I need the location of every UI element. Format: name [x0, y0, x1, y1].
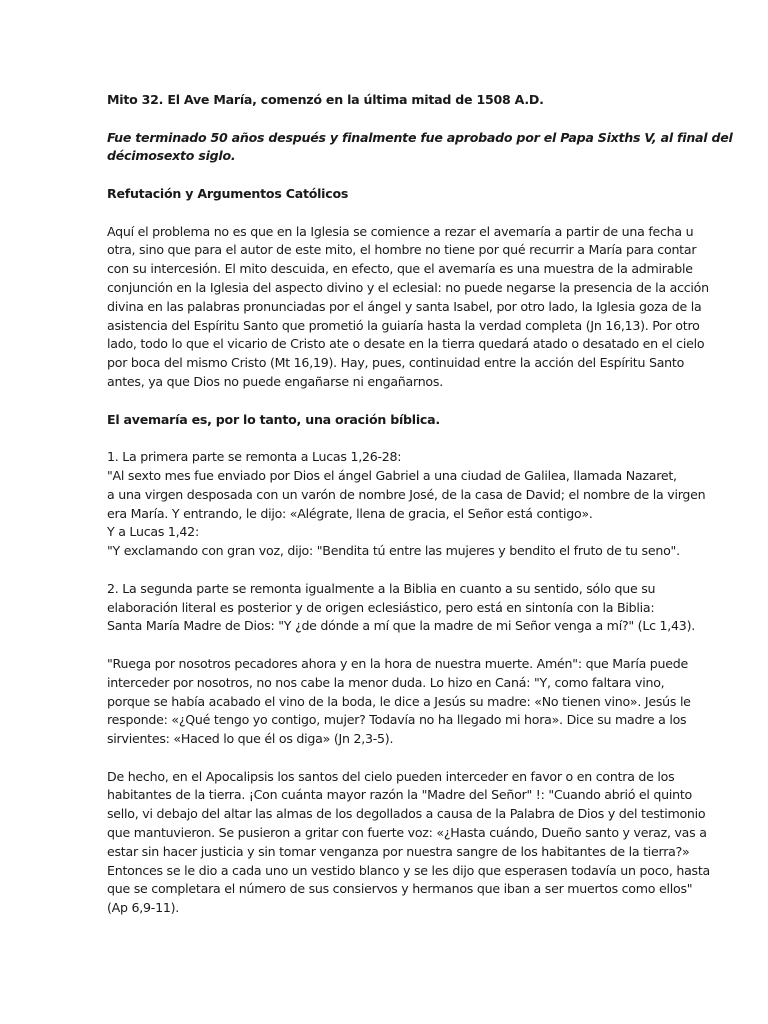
paragraph-line: sirvientes: «Haced lo que él os diga» (Jn 2,3-5).: [107, 731, 394, 747]
paragraph-line: 2. La segunda parte se remonta igualmente a la Biblia en cuanto a su sentido, sólo que su: [107, 580, 656, 596]
spacer: [107, 110, 668, 129]
paragraph-line: Entonces se le dio a cada uno un vestido blanco y se les dijo que esperasen todavía un poco, hasta: [107, 862, 710, 878]
paragraph-apocalypse: [107, 768, 710, 918]
paragraph-line: habitantes de la tierra. ¡Con cuánta mayor razón la "Madre del Señor" !: "Cuando abrió el quinto: [107, 787, 693, 803]
paragraph-line: elaboración literal es posterior y de origen eclesiástico, pero está en sintonía con la Biblia:: [107, 599, 655, 615]
spacer: [107, 392, 668, 411]
paragraph-line: Aquí el problema no es que en la Iglesia se comience a rezar el avemaría a partir de una fecha u: [107, 223, 694, 239]
paragraph-line: Santa María Madre de Dios: "Y ¿de dónde a mí que la madre de mi Señor venga a mí?" (Lc 1,43).: [107, 618, 695, 634]
paragraph-line: Y a Lucas 1,42:: [107, 524, 199, 540]
spacer: [107, 749, 668, 768]
paragraph-line: "Al sexto mes fue enviado por Dios el ángel Gabriel a una ciudad de Galilea, llamada Nazaret,: [107, 467, 677, 483]
paragraph-line: estar sin hacer justicia y sin tomar venganza por nuestra sangre de los habitantes de la tierra?»: [107, 843, 690, 859]
paragraph-line: divina en las palabras pronunciadas por el ángel y santa Isabel, por otro lado, la Iglesia goza de la: [107, 298, 702, 314]
paragraph-line: De hecho, en el Apocalipsis los santos del cielo pueden interceder en favor o en contra de los: [107, 768, 675, 784]
paragraph-intercession: [107, 655, 691, 749]
section-heading-line: Refutación y Argumentos Católicos: [107, 185, 349, 201]
subtitle-line: décimosexto siglo.: [107, 148, 236, 164]
paragraph-first-part: [107, 448, 706, 561]
paragraph-second-part: [107, 580, 695, 636]
paragraph-line: antes, ya que Dios no puede engañarse ni engañarnos.: [107, 373, 443, 389]
paragraph-line: "Ruega por nosotros pecadores ahora y en la hora de nuestra muerte. Amén": que María puede: [107, 655, 689, 671]
paragraph-line: que se completara el número de sus consiervos y hermanos que iban a ser muertos como ellos": [107, 881, 693, 897]
paragraph-line: "Y exclamando con gran voz, dijo: "Bendita tú entre las mujeres y bendito el fruto de tu seno".: [107, 543, 680, 559]
paragraph-line: sello, vi debajo del altar las almas de los degollados a causa de la Palabra de Dios y del testimonio: [107, 806, 706, 822]
paragraph-line: por boca del mismo Cristo (Mt 16,19). Hay, pues, continuidad entre la acción del Espíritu Santo: [107, 355, 685, 371]
spacer: [107, 636, 668, 655]
paragraph-refutation: [107, 223, 709, 392]
document-title: [107, 91, 668, 110]
bold-statement: [107, 411, 668, 430]
document-subtitle: [107, 129, 733, 167]
paragraph-line: 1. La primera parte se remonta a Lucas 1,26-28:: [107, 449, 402, 465]
paragraph-line: conjunción en la Iglesia del aspecto divino y el eclesial: no puede negarse la presencia de la acción: [107, 279, 709, 295]
paragraph-line: interceder por nosotros, no nos cabe la menor duda. Lo hizo en Caná: "Y, como faltara vino,: [107, 674, 665, 690]
paragraph-line: porque se había acabado el vino de la boda, le dice a Jesús su madre: «No tienen vino». Jesús le: [107, 693, 691, 709]
paragraph-line: lado, todo lo que el vicario de Cristo ate o desate en la tierra quedará atado o desatado en el cielo: [107, 336, 705, 352]
spacer: [107, 429, 668, 448]
paragraph-line: asistencia del Espíritu Santo que prometió la guiaría hasta la verdad completa (Jn 16,13). Por otro: [107, 317, 700, 333]
spacer: [107, 561, 668, 580]
paragraph-line: que mantuvieron. Se pusieron a gritar con fuerte voz: «¿Hasta cuándo, Dueño santo y veraz, vas a: [107, 825, 707, 841]
subtitle-line: Fue terminado 50 años después y finalmente fue aprobado por el Papa Sixths V, al final del: [107, 129, 733, 145]
paragraph-line: a una virgen desposada con un varón de nombre José, de la casa de David; el nombre de la virgen: [107, 486, 706, 502]
spacer: [107, 204, 668, 223]
paragraph-line: con su intercesión. El mito descuida, en efecto, que el avemaría es una muestra de la admirable: [107, 261, 693, 277]
spacer: [107, 166, 668, 185]
paragraph-line: responde: «¿Qué tengo yo contigo, mujer? Todavía no ha llegado mi hora». Dice su madre a los: [107, 712, 687, 728]
section-heading: [107, 185, 668, 204]
bold-statement-line: El avemaría es, por lo tanto, una oración bíblica.: [107, 411, 440, 427]
paragraph-line: otra, sino que para el autor de este mito, el hombre no tiene por qué recurrir a María para contar: [107, 242, 697, 258]
paragraph-line: (Ap 6,9-11).: [107, 900, 180, 916]
title-line: Mito 32. El Ave María, comenzó en la última mitad de 1508 A.D.: [107, 92, 544, 107]
paragraph-line: era María. Y entrando, le dijo: «Alégrate, llena de gracia, el Señor está contigo».: [107, 505, 593, 521]
